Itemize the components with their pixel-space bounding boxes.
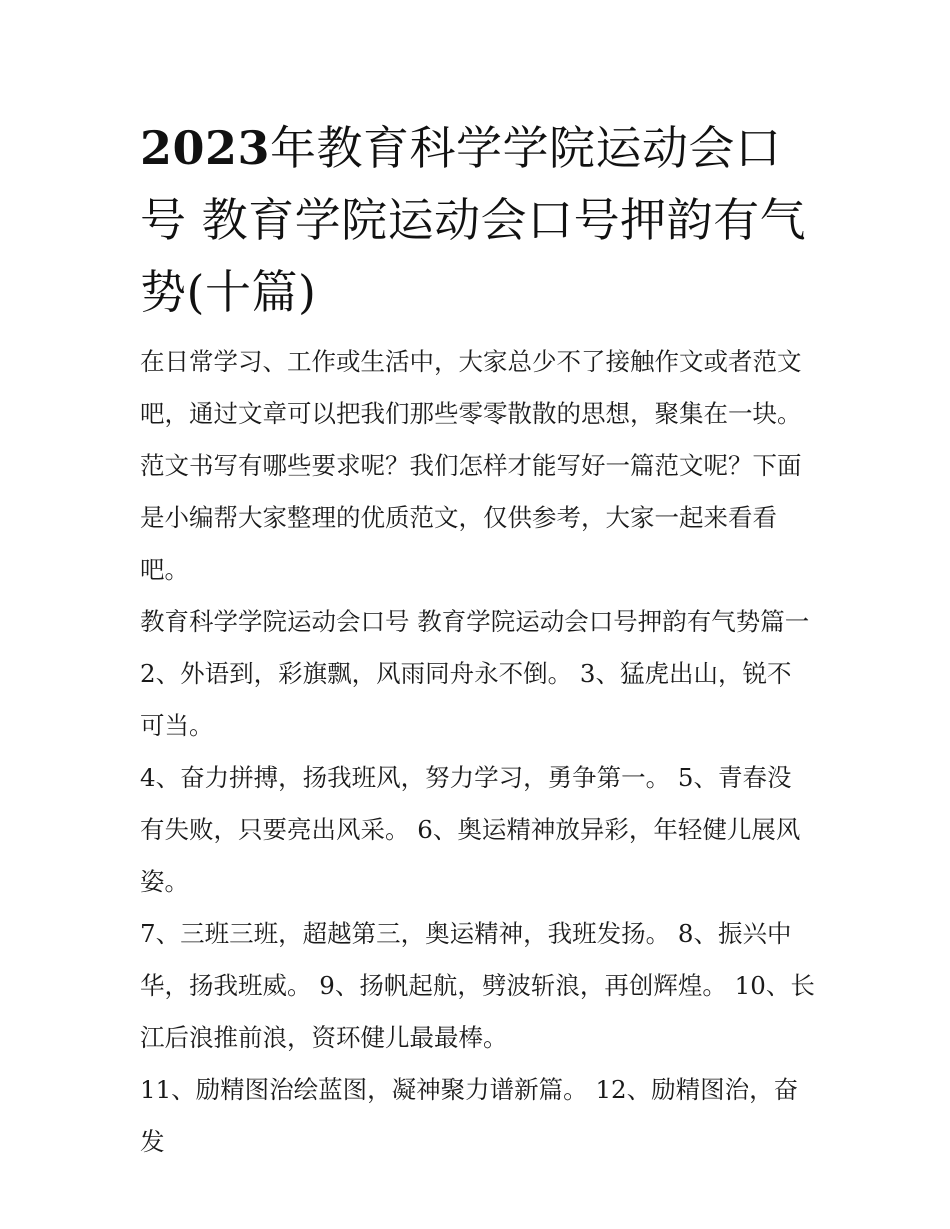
slogan-paragraph-3: 7、三班三班，超越第三，奥运精神，我班发扬。 8、振兴中华，扬我班威。 9、扬帆起航，劈波斩浪，再创辉煌。 10、长江后浪推前浪，资环健儿最最棒。 <box>140 919 815 1052</box>
title-text: 年教育科学学院运动会口号 教育学院运动会口号押韵有气势(十篇) <box>140 121 807 319</box>
slogan-paragraph-1: 教育科学学院运动会口号 教育学院运动会口号押韵有气势篇一 2、外语到，彩旗飘，风雨同舟永不倒。 3、猛虎出山，锐不可当。 <box>140 607 810 740</box>
title-year: 2023 <box>140 121 271 175</box>
document-body <box>140 112 815 1168</box>
document-title <box>140 112 815 328</box>
intro-paragraph: 在日常学习、工作或生活中，大家总少不了接触作文或者范文吧，通过文章可以把我们那些零零散散的思想，聚集在一块。范文书写有哪些要求呢？我们怎样才能写好一篇范文呢？下面是小编帮大家整理的优质范文，仅供参考，大家一起来看看吧。 <box>140 347 802 584</box>
slogan-paragraph-4: 11、励精图治绘蓝图，凝神聚力谱新篇。 12、励精图治，奋发 <box>140 1075 799 1156</box>
slogan-paragraph-2: 4、奋力拼搏，扬我班风，努力学习，勇争第一。 5、青春没有失败，只要亮出风采。 6、奥运精神放异彩，年轻健儿展风姿。 <box>140 763 801 896</box>
